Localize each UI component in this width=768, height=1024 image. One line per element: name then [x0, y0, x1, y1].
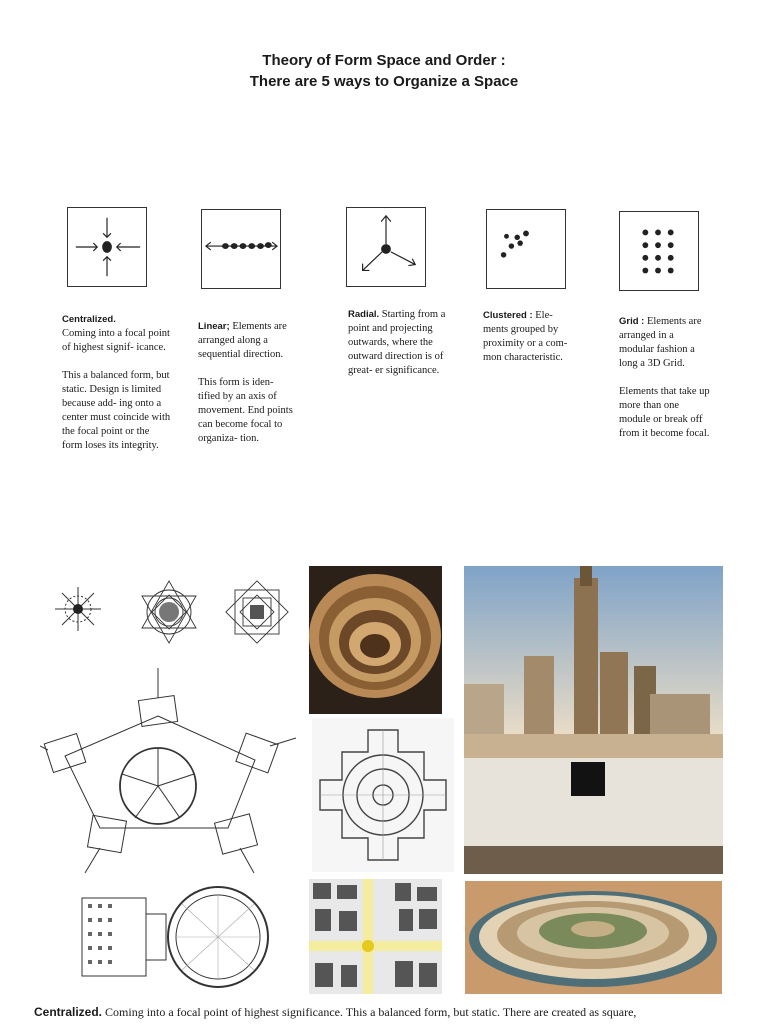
linear-p1: Elements are arranged along a sequential direction. — [198, 321, 287, 360]
clustered-description — [483, 309, 573, 379]
linear-diagram — [201, 209, 281, 289]
grid-description — [619, 315, 711, 455]
centralized-p1: Coming into a focal point of highest signif- icance. — [62, 328, 170, 353]
linear-description — [198, 320, 296, 460]
title-line-2: There are 5 ways to Organize a Space — [249, 73, 519, 90]
radial-p1: Starting from a point and projecting outwards, where the outward direction is of great- er significance. — [348, 309, 446, 376]
round-city-illustration — [465, 881, 722, 994]
footer-text — [34, 1005, 636, 1020]
clustered-label: Clustered : — [483, 310, 533, 321]
grid-p2: Elements that take up more than one module or break off from it become focal. — [619, 386, 710, 439]
footer-label: Centralized. — [34, 1005, 103, 1019]
page-title — [0, 50, 768, 92]
centralized-description — [62, 313, 172, 467]
centralized-p2: This a balanced form, but static. Design is limited because add- ing onto a center must coincide with the focal point or the form loses its integrity. — [62, 370, 171, 451]
grid-diagram — [619, 211, 699, 291]
linear-p2: This form is iden- tified by an axis of movement. End points can become focal to organiza- tion. — [198, 377, 293, 444]
hexagram-sketch — [135, 578, 203, 646]
centralized-diagram — [67, 207, 147, 287]
wooden-bowl-photo — [309, 566, 442, 714]
mecca-kaaba-photo — [464, 566, 723, 874]
clustered-p1: Ele- ments grouped by proximity or a com- mon characteristic. — [483, 310, 568, 363]
radial-description — [348, 308, 446, 392]
footer-body: Coming into a focal point of highest significance. This a balanced form, but static. There are created as square, — [102, 1005, 637, 1019]
city-map-axes — [309, 879, 442, 994]
grid-label: Grid : — [619, 316, 645, 327]
linear-label: Linear; — [198, 321, 230, 332]
pantheon-plan — [78, 884, 304, 990]
pentagon-fortress-plan — [40, 668, 302, 878]
centralized-label: Centralized. — [62, 314, 116, 325]
radial-star-sketch — [52, 584, 104, 634]
nested-square-sketch — [217, 576, 297, 648]
clustered-diagram — [486, 209, 566, 289]
radial-diagram — [346, 207, 426, 287]
title-line-1: Theory of Form Space and Order : — [262, 52, 506, 69]
grid-p1: Elements are arranged in a modular fashion a long a 3D Grid. — [619, 316, 702, 369]
cross-plan-drawing — [312, 718, 454, 872]
radial-label: Radial. — [348, 309, 380, 320]
